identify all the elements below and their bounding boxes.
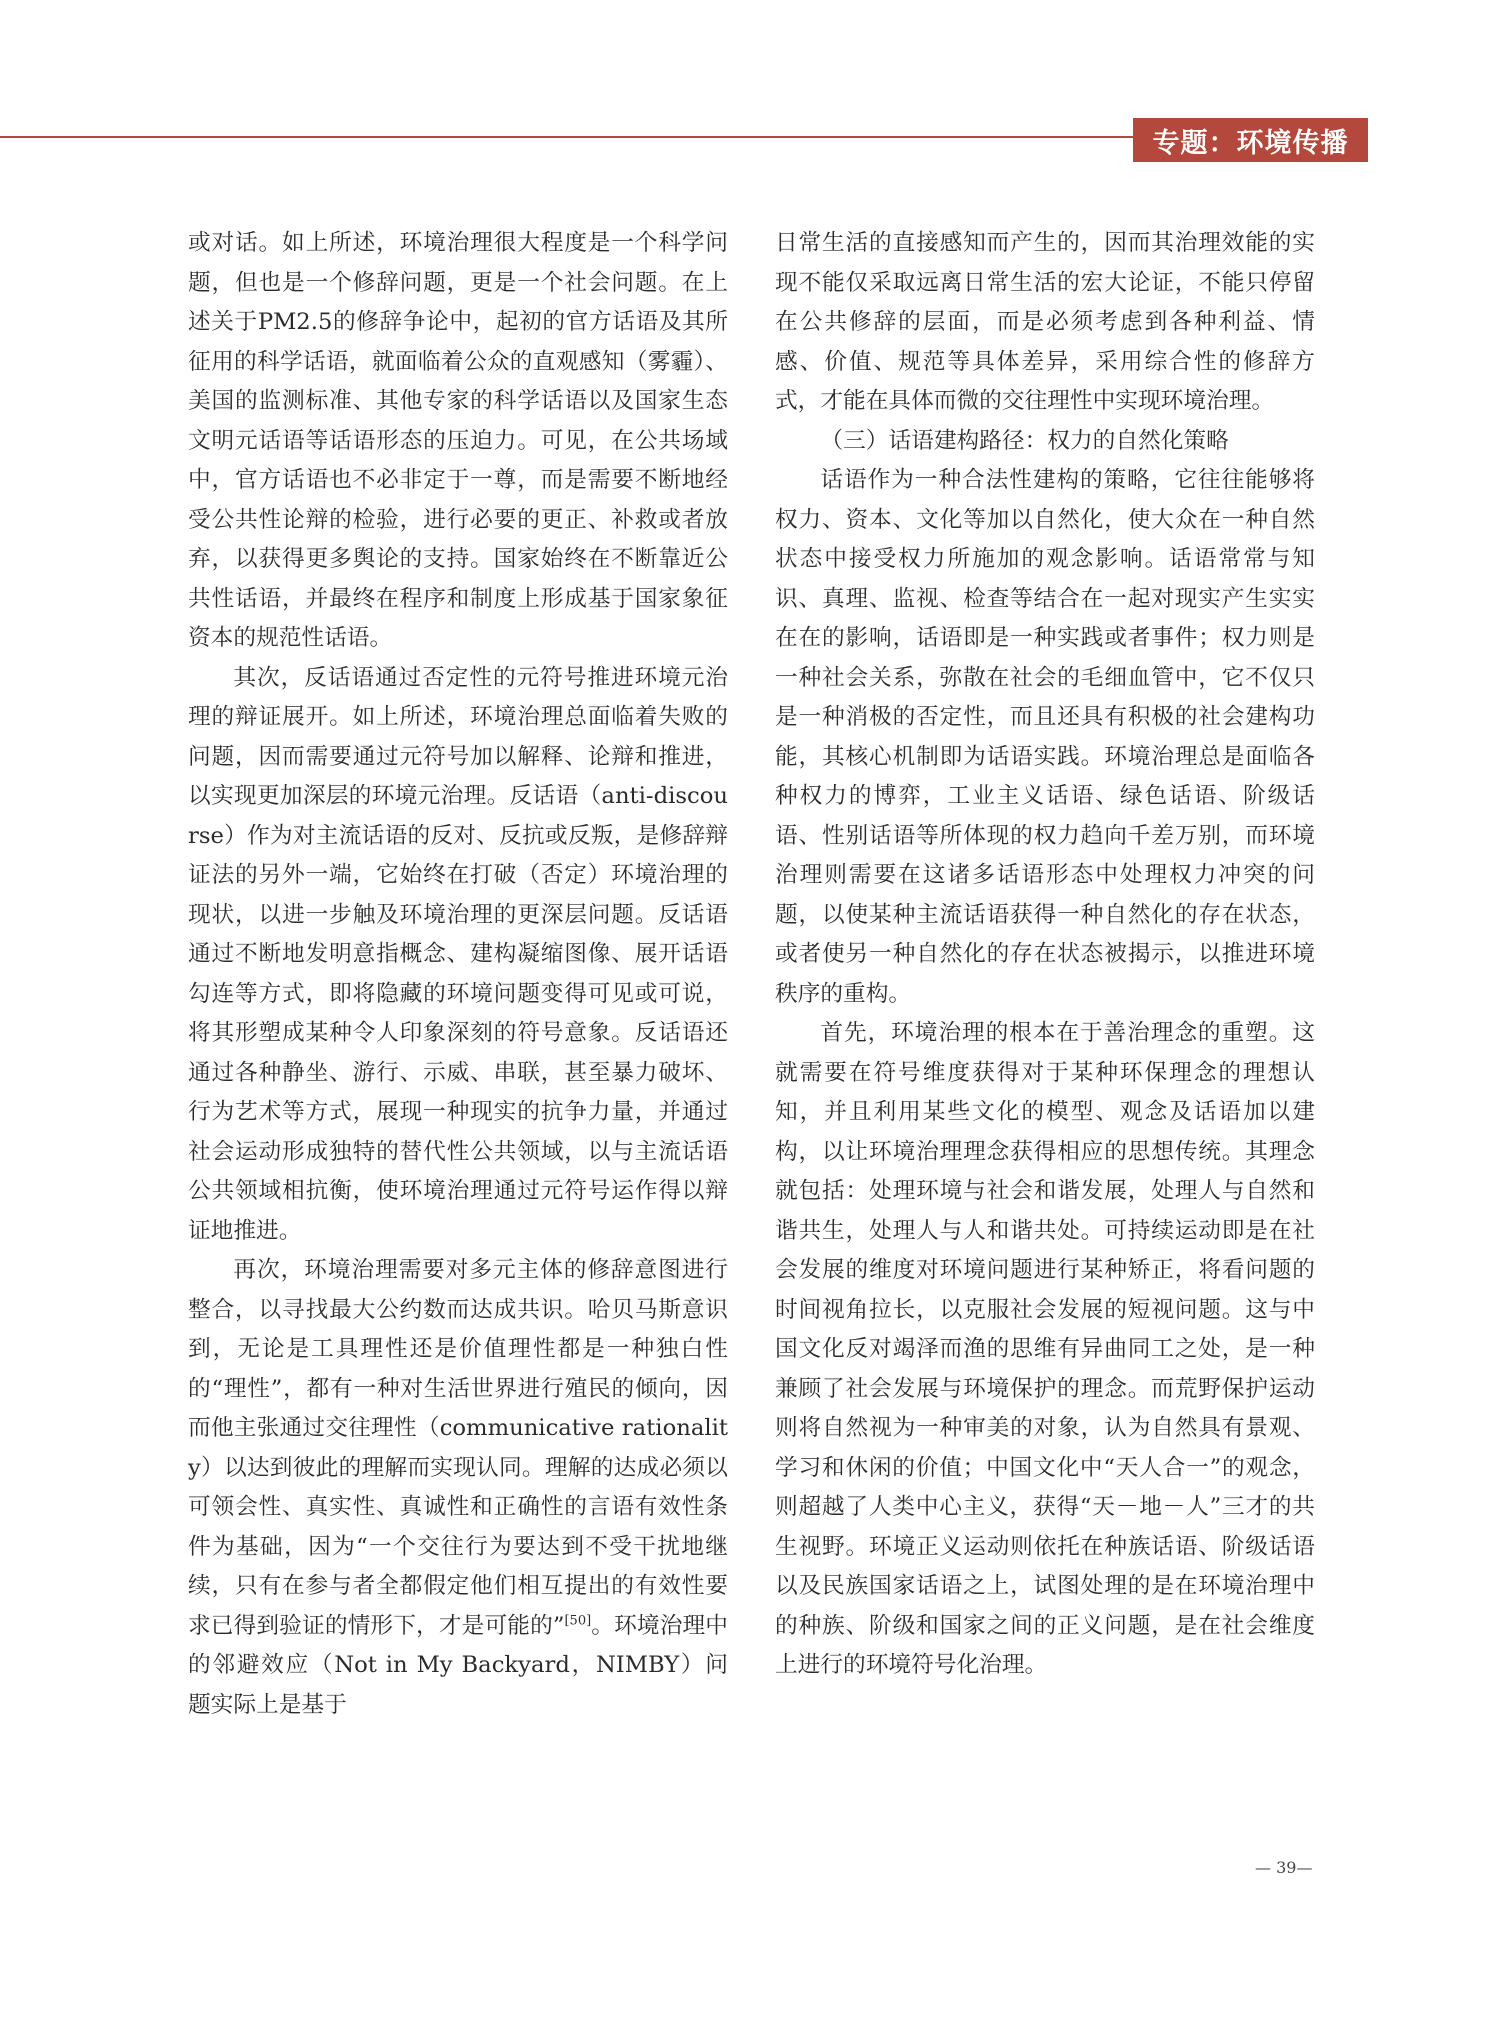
section-subheading: （三）话语建构路径：权力的自然化策略	[820, 427, 1229, 454]
citation-reference: [50]	[564, 1612, 592, 1628]
paragraph	[188, 1251, 728, 1725]
paragraph: 或对话。如上所述，环境治理很大程度是一个科学问题，但也是一个修辞问题，更是一个社会问题。在上述关于PM2.5的修辞争论中，起初的官方话语及其所征用的科学话语，就面临着公众的直观感知（雾霾）、美国的监测标准、其他专家的科学话语以及国家生态文明元话语等话语形态的压迫力。可见，在公共场域中，官方话语也不必非定于一尊，而是需要不断地经受公共性论辩的检验，进行必要的更正、补救或者放弃，以获得更多舆论的支持。国家始终在不断靠近公共性话语，并最终在程序和制度上形成基于国家象征资本的规范性话语。	[188, 230, 728, 651]
section-header-tab	[1133, 118, 1368, 162]
paragraph: 话语作为一种合法性建构的策略，它往往能够将权力、资本、文化等加以自然化，使大众在一种自然状态中接受权力所施加的观念影响。话语常常与知识、真理、监视、检查等结合在一起对现实产生实实在在的影响，话语即是一种实践或者事件；权力则是一种社会关系，弥散在社会的毛细血管中，它不仅只是一种消极的否定性，而且还具有积极的社会建构功能，其核心机制即为话语实践。环境治理总是面临各种权力的博弈，工业主义话语、绿色话语、阶级话语、性别话语等所体现的权力趋向千差万别，而环境治理则需要在这诸多话语形态中处理权力冲突的问题，以使某种主流话语获得一种自然化的存在状态，或者使另一种自然化的存在状态被揭示，以推进环境秩序的重构。	[775, 467, 1315, 1007]
paragraph: 首先，环境治理的根本在于善治理念的重塑。这就需要在符号维度获得对于某种环保理念的理想认知，并且利用某些文化的模型、观念及话语加以建构，以让环境治理理念获得相应的思想传统。其理念就包括：处理环境与社会和谐发展，处理人与自然和谐共生，处理人与人和谐共处。可持续运动即是在社会发展的维度对环境问题进行某种矫正，将看问题的时间视角拉长，以克服社会发展的短视问题。这与中国文化反对竭泽而渔的思维有异曲同工之处，是一种兼顾了社会发展与环境保护的理念。而荒野保护运动则将自然视为一种审美的对象，认为自然具有景观、学习和休闲的价值；中国文化中“天人合一”的观念，则超越了人类中心主义，获得“天－地－人”三才的共生视野。环境正义运动则依托在种族话语、阶级话语以及民族国家话语之上，试图处理的是在环境治理中的种族、阶级和国家之间的正义问题，是在社会维度上进行的环境符号化治理。	[775, 1020, 1315, 1678]
left-text-column	[188, 224, 728, 1725]
paragraph-text: 。环境治理中的邻避效应（Not in My Backyard，NIMBY）问题实际上是基于	[188, 1612, 728, 1718]
paragraph: 日常生活的直接感知而产生的，因而其治理效能的实现不能仅采取远离日常生活的宏大论证，不能只停留在公共修辞的层面，而是必须考虑到各种利益、情感、价值、规范等具体差异，采用综合性的修辞方式，才能在具体而微的交往理性中实现环境治理。	[775, 230, 1315, 414]
paragraph: 其次，反话语通过否定性的元符号推进环境元治理的辩证展开。如上所述，环境治理总面临着失败的问题，因而需要通过元符号加以解释、论辩和推进，以实现更加深层的环境元治理。反话语（anti-discourse）作为对主流话语的反对、反抗或反叛，是修辞辩证法的另外一端，它始终在打破（否定）环境治理的现状，以进一步触及环境治理的更深层问题。反话语通过不断地发明意指概念、建构凝缩图像、展开话语勾连等方式，即将隐藏的环境问题变得可见或可说，将其形塑成某种令人印象深刻的符号意象。反话语还通过各种静坐、游行、示威、串联，甚至暴力破坏、行为艺术等方式，展现一种现实的抗争力量，并通过社会运动形成独特的替代性公共领域，以与主流话语公共领域相抗衡，使环境治理通过元符号运作得以辩证地推进。	[188, 664, 728, 1244]
section-title: 专题：环境传播	[1152, 127, 1349, 159]
page-number: — 39—	[1255, 1858, 1313, 1877]
paragraph-text: 再次，环境治理需要对多元主体的修辞意图进行整合，以寻找最大公约数而达成共识。哈贝马斯意识到，无论是工具理性还是价值理性都是一种独白性的“理性”，都有一种对生活世界进行殖民的倾向，因而他主张通过交往理性（communicative rationality）以达到彼此的理解而实现认同。理解的达成必须以可领会性、真实性、真诚性和正确性的言语有效性条件为基础，因为“一个交往行为要达到不受干扰地继续，只有在参与者全都假定他们相互提出的有效性要求已得到验证的情形下，才是可能的”	[188, 1257, 728, 1639]
right-text-column	[775, 224, 1315, 1686]
